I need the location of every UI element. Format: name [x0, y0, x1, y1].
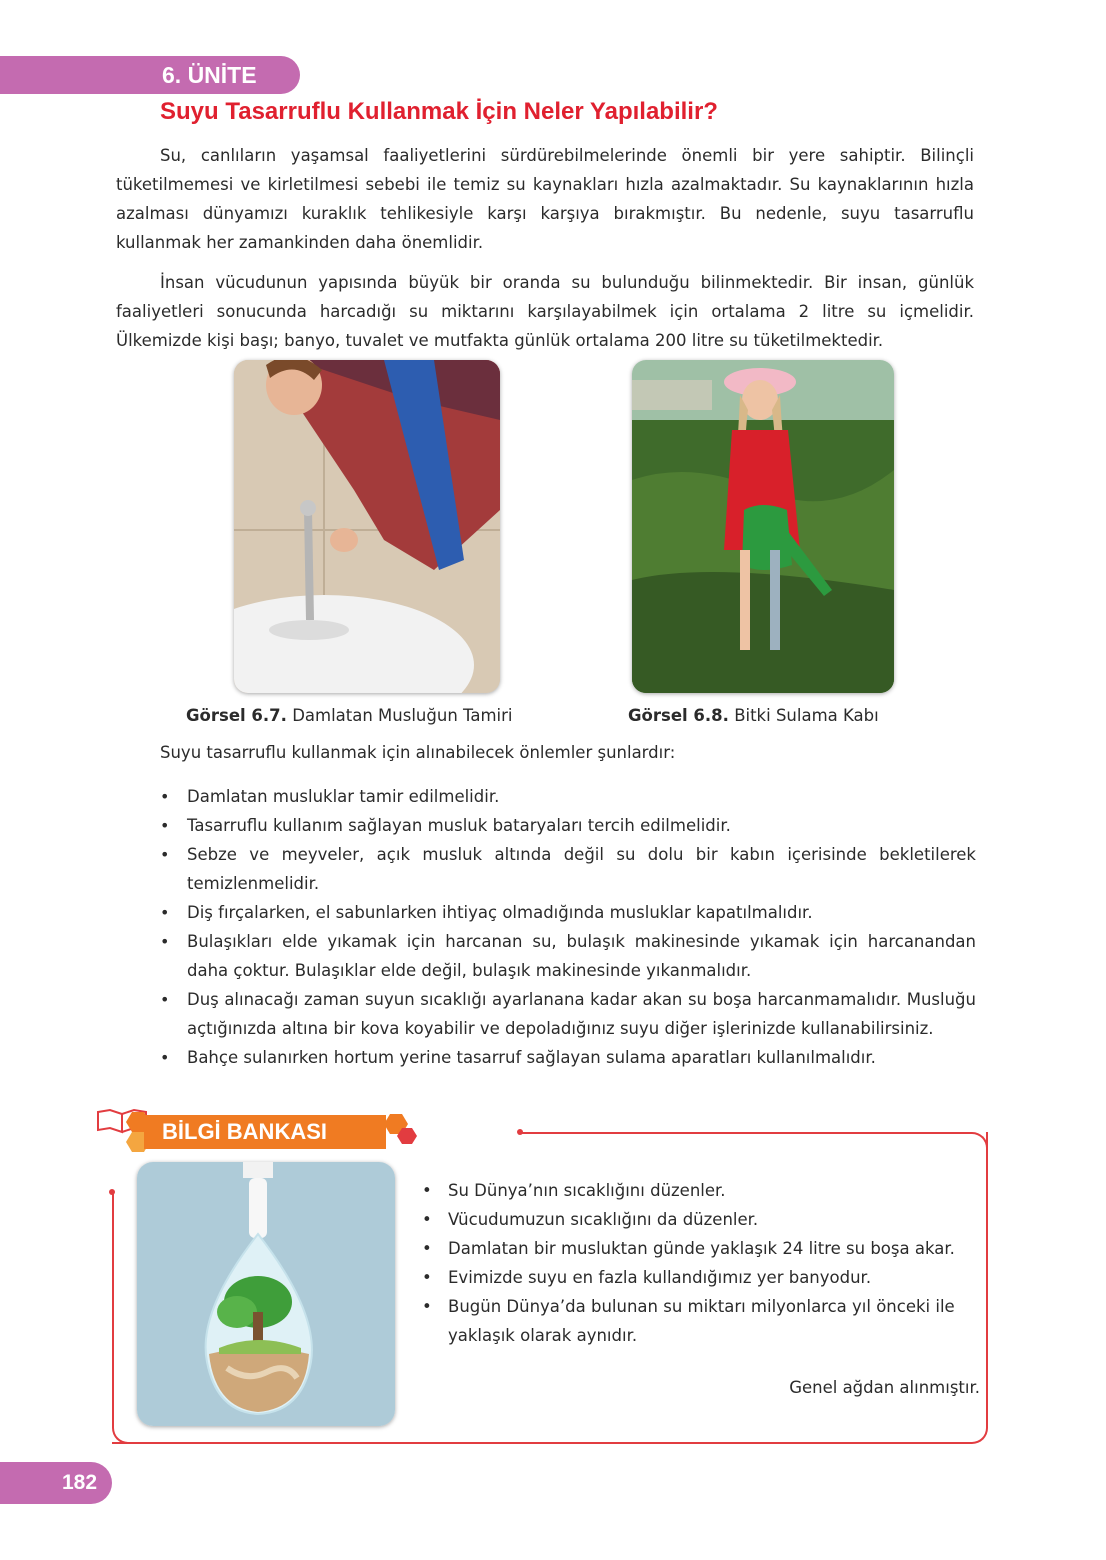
unit-label: 6. ÜNİTE [162, 62, 257, 88]
faucet-repair-photo [234, 360, 500, 693]
measures-list [160, 782, 976, 1072]
water-drop-illustration [137, 1162, 395, 1426]
figure-label: Görsel 6.7. [186, 706, 287, 725]
page-number-text: 182 [62, 1471, 98, 1494]
list-item: • Su Dünya’nın sıcaklığını düzenler. [422, 1176, 978, 1205]
list-item: • Bulaşıkları elde yıkamak için harcanan su, bulaşık makinesinde yıkamak için harcanandan daha çoktur. Bulaşıklar elde değil, bulaşık makinesinde yıkanmalıdır. [160, 927, 976, 985]
figure-caption-text: Damlatan Musluğun Tamiri [292, 706, 513, 725]
list-item: • Damlatan musluklar tamir edilmelidir. [160, 782, 976, 811]
info-bank-frame-left [112, 1192, 132, 1444]
watering-can-photo [632, 360, 894, 693]
hexagon-decoration [384, 1112, 420, 1152]
figure-caption-text: Bitki Sulama Kabı [734, 706, 879, 725]
list-item: • Damlatan bir musluktan günde yaklaşık 24 litre su boşa akar. [422, 1234, 978, 1263]
info-bank-facts [422, 1176, 978, 1350]
frame-dot [517, 1129, 523, 1135]
page-number [0, 1462, 112, 1504]
list-item: • Tasarruflu kullanım sağlayan musluk bataryaları tercih edilmelidir. [160, 811, 976, 840]
list-item: • Sebze ve meyveler, açık musluk altında değil su dolu bir kabın içerisinde bekletilerek temizlenmelidir. [160, 840, 976, 898]
figure-caption-6-7 [186, 706, 513, 725]
info-bank-title: BİLGİ BANKASI [162, 1119, 327, 1144]
info-bank-source: Genel ağdan alınmıştır. [789, 1378, 980, 1397]
list-item: • Diş fırçalarken, el sabunlarken ihtiyaç olmadığında musluklar kapatılmalıdır. [160, 898, 976, 927]
list-item: • Duş alınacağı zaman suyun sıcaklığı ayarlanana kadar akan su boşa harcanmamalıdır. Musluğu açtığınızda altına bir kova koyabilir ve depoladığınız suyu diğer işlerinizde kullanabilirsiniz. [160, 985, 976, 1043]
unit-tab [0, 56, 300, 94]
measures-intro: Suyu tasarruflu kullanmak için alınabilecek önlemler şunlardır: [160, 743, 676, 762]
figure-label: Görsel 6.8. [628, 706, 729, 725]
figure-caption-6-8 [628, 706, 879, 725]
list-item: • Bugün Dünya’da bulunan su miktarı milyonlarca yıl önceki ile yaklaşık olarak aynıdır. [422, 1292, 978, 1350]
frame-dot [109, 1189, 115, 1195]
intro-paragraph-1: Su, canlıların yaşamsal faaliyetlerini sürdürebilmelerinde önemli bir yere sahiptir. Bilinçli tüketilmemesi ve kirletilmesi sebebi ile temiz su kaynakları hızla azalmaktadır. Su kaynaklarının hızla azalması dünyamızı kuraklık tehlikesiyle karşı karşıya bırakmıştır. Bu nedenle, suyu tasarruflu kullanmak her zamankinden daha önemlidir. [116, 146, 974, 252]
section-title: Suyu Tasarruflu Kullanmak İçin Neler Yapılabilir? [160, 98, 718, 125]
list-item: • Vücudumuzun sıcaklığını da düzenler. [422, 1205, 978, 1234]
intro-paragraph-2: İnsan vücudunun yapısında büyük bir oranda su bulunduğu bilinmektedir. Bir insan, günlük faaliyetleri sonucunda harcadığı su miktarını karşılayabilmek için ortalama 2 litre su içmelidir. Ülkemizde kişi başı; banyo, tuvalet ve mutfakta günlük ortalama 200 litre su tüketilmektedir. [116, 273, 974, 350]
info-bank-banner [144, 1115, 386, 1149]
list-item: • Bahçe sulanırken hortum yerine tasarruf sağlayan sulama aparatları kullanılmalıdır. [160, 1043, 976, 1072]
list-item: • Evimizde suyu en fazla kullandığımız yer banyodur. [422, 1263, 978, 1292]
